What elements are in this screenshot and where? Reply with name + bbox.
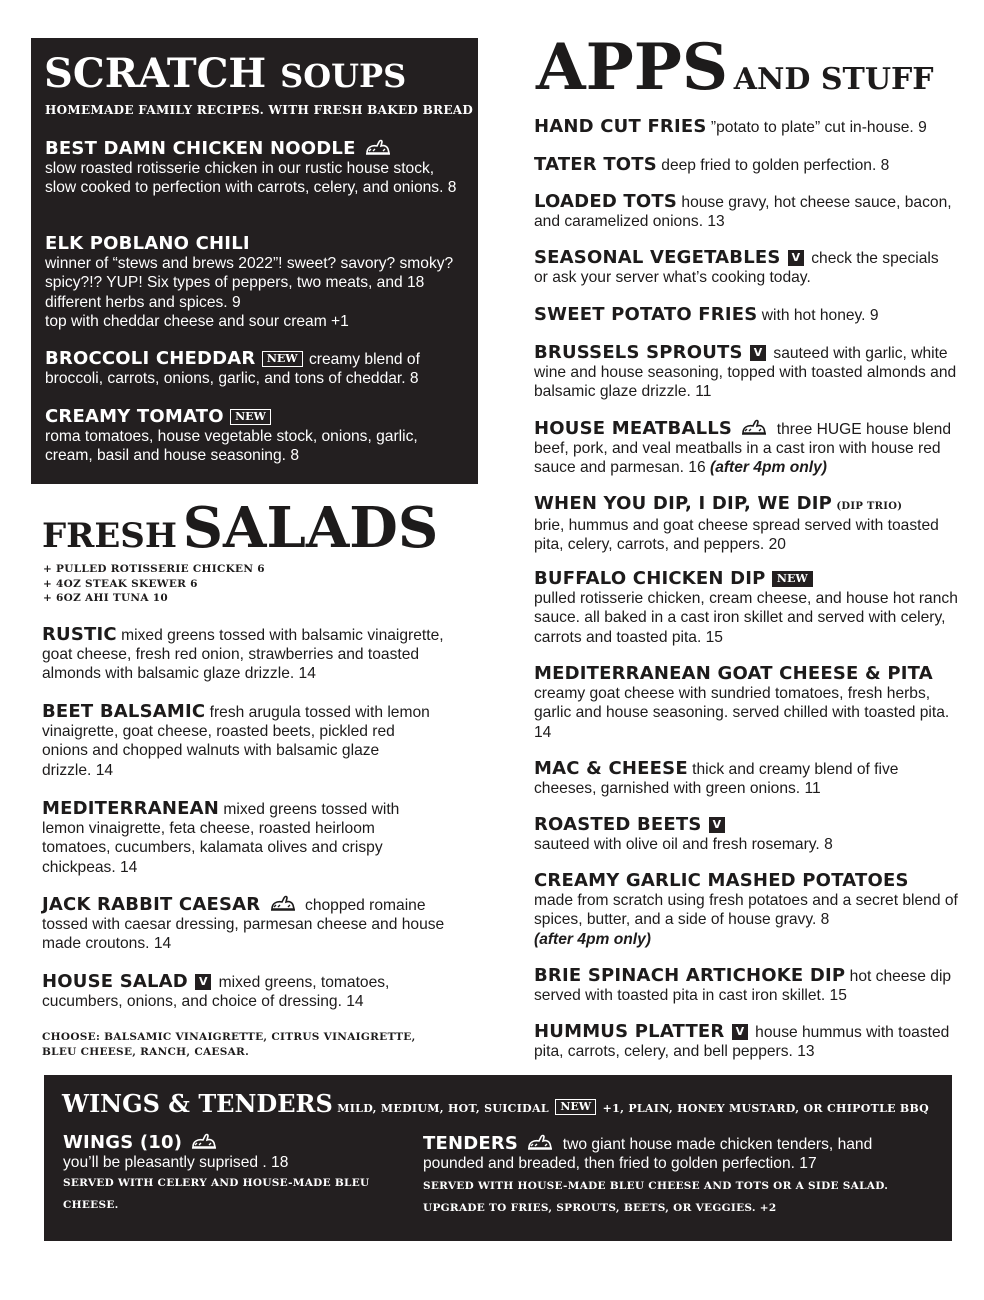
vegetarian-badge: V	[750, 345, 766, 361]
app-desc: with hot honey. 9	[761, 307, 879, 324]
tenders-desc: two giant house made chicken tenders, hand pounded and breaded, then fried to golden perfection. 17	[423, 1136, 873, 1173]
app-note: (after 4pm only)	[534, 930, 651, 948]
app-name: BUFFALO CHICKEN DIP	[534, 568, 766, 589]
app-name: HUMMUS PLATTER	[534, 1021, 725, 1042]
vegetarian-badge: V	[788, 250, 804, 266]
app-name: WHEN YOU DIP, I DIP, WE DIP	[534, 493, 832, 514]
app-desc: check the specials or ask your server what’s cooking today.	[534, 250, 939, 287]
salad-item	[42, 799, 442, 877]
wings-header	[62, 1089, 929, 1118]
wings-note: SERVED WITH CELERY AND HOUSE-MADE BLEU CHEESE.	[63, 1177, 370, 1211]
salad-name: RUSTIC	[42, 624, 117, 645]
salad-desc: mixed greens tossed with lemon vinaigrette, feta cheese, roasted heirloom tomatoes, cucumbers, kalamata olives and crispy chickpeas. 14	[42, 801, 400, 876]
app-subname: (DIP TRIO)	[836, 501, 903, 512]
soup-desc: slow roasted rotisserie chicken in our rustic house stock, slow cooked to perfection with carrots, celery, and onions. 8	[45, 160, 457, 197]
soup-item	[45, 138, 463, 198]
rabbit-icon	[190, 1132, 218, 1150]
app-name: ROASTED BEETS	[534, 814, 702, 835]
soups-title	[44, 52, 406, 98]
app-item	[534, 664, 966, 742]
app-item	[534, 815, 954, 854]
tenders-upgrade: UPGRADE TO FRIES, SPROUTS, BEETS, OR VEGGIES. +2	[423, 1202, 777, 1215]
app-name: HAND CUT FRIES	[534, 116, 707, 137]
app-item	[534, 759, 954, 798]
app-desc: deep fried to golden perfection. 8	[661, 157, 890, 174]
app-name: CREAMY GARLIC MASHED POTATOES	[534, 870, 909, 891]
wings-section	[44, 1075, 952, 1241]
soups-section	[31, 38, 478, 484]
app-name: BRIE SPINACH ARTICHOKE DIP	[534, 965, 846, 986]
app-item	[534, 569, 966, 647]
salad-item	[42, 972, 442, 1011]
salad-desc: chopped romaine tossed with caesar dressing, parmesan cheese and house made croutons. 14	[42, 897, 445, 953]
app-item	[534, 305, 970, 325]
tenders-note: SERVED WITH HOUSE-MADE BLEU CHEESE AND TOTS OR A SIDE SALAD.	[423, 1180, 889, 1193]
soup-name: BROCCOLI CHEDDAR	[45, 348, 256, 369]
salad-name: HOUSE SALAD	[42, 971, 188, 992]
app-desc: brie, hummus and goat cheese spread served with toasted pita, celery, carrots, and peppers. 20	[534, 517, 939, 554]
wings-desc: you’ll be pleasantly suprised . 18	[63, 1154, 289, 1172]
salad-name: BEET BALSAMIC	[42, 701, 206, 722]
new-badge: NEW	[772, 571, 813, 587]
apps-title	[536, 30, 934, 122]
app-item	[534, 192, 954, 231]
app-desc: pulled rotisserie chicken, cream cheese, and house hot ranch sauce. all baked in a cast iron skillet and served with celery, carrots and toasted pita. 15	[534, 590, 958, 646]
soup-item	[45, 234, 463, 331]
new-badge: NEW	[555, 1099, 596, 1115]
salad-desc: fresh arugula tossed with lemon vinaigrette, goat cheese, roasted beets, pickled red onions and chopped walnuts with balsamic glaze drizzle. 14	[42, 704, 430, 779]
salads-title-big: SALADS	[182, 495, 439, 561]
salad-item	[42, 894, 462, 954]
new-badge: NEW	[262, 351, 303, 367]
tenders-name: TENDERS	[423, 1133, 519, 1154]
new-badge: NEW	[230, 409, 271, 425]
app-item	[534, 871, 958, 949]
rabbit-icon	[740, 418, 768, 436]
vegetarian-badge: V	[732, 1024, 748, 1040]
wings-sauces: MILD, MEDIUM, HOT, SUICIDAL	[337, 1102, 549, 1115]
app-name: BRUSSELS SPROUTS	[534, 342, 743, 363]
wings-title: WINGS & TENDERS	[62, 1089, 333, 1118]
soup-desc: winner of “stews and brews 2022”! sweet? savory? smoky? spicy?!? YUP! Six types of peppers, two meats, and 18 different herbs and spices. 9	[45, 255, 454, 311]
salad-name: MEDITERRANEAN	[42, 798, 220, 819]
soup-desc: creamy blend of broccoli, carrots, onions, garlic, and tons of cheddar. 8	[45, 351, 420, 388]
app-desc: house gravy, hot cheese sauce, bacon, and caramelized onions. 13	[534, 194, 952, 231]
soup-item	[45, 407, 463, 466]
app-name: TATER TOTS	[534, 154, 657, 175]
rabbit-icon	[269, 894, 297, 912]
soup-item	[45, 349, 463, 388]
app-desc: sauteed with olive oil and fresh rosemary. 8	[534, 836, 833, 854]
apps-title-small: AND STUFF	[733, 62, 934, 97]
app-item	[534, 117, 970, 137]
salad-item	[42, 702, 432, 780]
soup-desc: roma tomatoes, house vegetable stock, onions, garlic, cream, basil and house seasoning. 8	[45, 428, 418, 465]
soup-extra: top with cheddar cheese and sour cream +1	[45, 312, 349, 330]
app-item	[534, 248, 954, 287]
dressing-choices: CHOOSE: BALSAMIC VINAIGRETTE, CITRUS VINAIGRETTE, BLEU CHEESE, RANCH, CAESAR.	[42, 1031, 416, 1058]
app-desc: hot cheese dip served with toasted pita in cast iron skillet. 15	[534, 968, 952, 1005]
soups-subtitle: HOMEMADE FAMILY RECIPES. WITH FRESH BAKED BREAD	[45, 103, 474, 117]
addon-item: + PULLED ROTISSERIE CHICKEN 6	[43, 563, 265, 575]
app-item	[534, 155, 970, 175]
salads-title-small: FRESH	[42, 516, 177, 556]
soup-name: ELK POBLANO CHILI	[45, 233, 250, 254]
salad-name: JACK RABBIT CAESAR	[42, 894, 261, 915]
salad-item	[42, 625, 462, 684]
tenders-item	[423, 1133, 933, 1218]
app-name: HOUSE MEATBALLS	[534, 418, 733, 439]
app-item	[534, 343, 962, 402]
rabbit-icon	[526, 1133, 554, 1151]
app-item	[534, 418, 966, 478]
app-item	[534, 494, 954, 555]
app-desc: three HUGE house blend beef, pork, and veal meatballs in a cast iron with house red sauce and parmesan. 16	[534, 421, 952, 477]
salad-desc: mixed greens, tomatoes, cucumbers, onions, and choice of dressing. 14	[42, 974, 390, 1011]
app-name: MAC & CHEESE	[534, 758, 688, 779]
app-item	[534, 966, 974, 1005]
app-name: MEDITERRANEAN GOAT CHEESE & PITA	[534, 663, 933, 684]
app-desc: house hummus with toasted pita, carrots, celery, and bell peppers. 13	[534, 1024, 950, 1061]
wings-sauces-more: +1, PLAIN, HONEY MUSTARD, OR CHIPOTLE BBQ	[602, 1102, 930, 1115]
addon-item: + 6OZ AHI TUNA 10	[43, 592, 168, 604]
app-desc: made from scratch using fresh potatoes and a secret blend of spices, butter, and a side of house gravy. 8	[534, 892, 958, 929]
salad-desc: mixed greens tossed with balsamic vinaigrette, goat cheese, fresh red onion, strawberries and toasted almonds with balsamic glaze drizzle. 14	[42, 627, 444, 683]
rabbit-icon	[364, 138, 392, 156]
soups-title-big: SCRATCH	[44, 50, 267, 97]
salad-addons	[43, 562, 265, 606]
wings-name: WINGS (10)	[63, 1132, 183, 1153]
wings-item	[63, 1132, 403, 1215]
soup-name: BEST DAMN CHICKEN NOODLE	[45, 138, 356, 159]
addon-item: + 4OZ STEAK SKEWER 6	[43, 577, 198, 590]
app-desc: creamy goat cheese with sundried tomatoes, fresh herbs, garlic and house seasoning. served chilled with toasted pita. 14	[534, 685, 950, 741]
app-desc: sauteed with garlic, white wine and house seasoning, topped with toasted almonds and balsamic glaze drizzle. 11	[534, 345, 957, 401]
vegetarian-badge: V	[195, 974, 211, 990]
app-note: (after 4pm only)	[710, 459, 827, 477]
soup-name: CREAMY TOMATO	[45, 406, 224, 427]
apps-title-big: APPS	[536, 30, 729, 105]
app-desc: thick and creamy blend of five cheeses, garnished with green onions. 11	[534, 761, 899, 798]
app-item	[534, 1022, 954, 1061]
app-name: SEASONAL VEGETABLES	[534, 247, 781, 268]
app-name: SWEET POTATO FRIES	[534, 304, 758, 325]
app-name: LOADED TOTS	[534, 191, 678, 212]
soups-title-small: SOUPS	[280, 57, 407, 95]
app-desc: ”potato to plate” cut in-house. 9	[710, 119, 927, 136]
vegetarian-badge: V	[709, 817, 725, 833]
